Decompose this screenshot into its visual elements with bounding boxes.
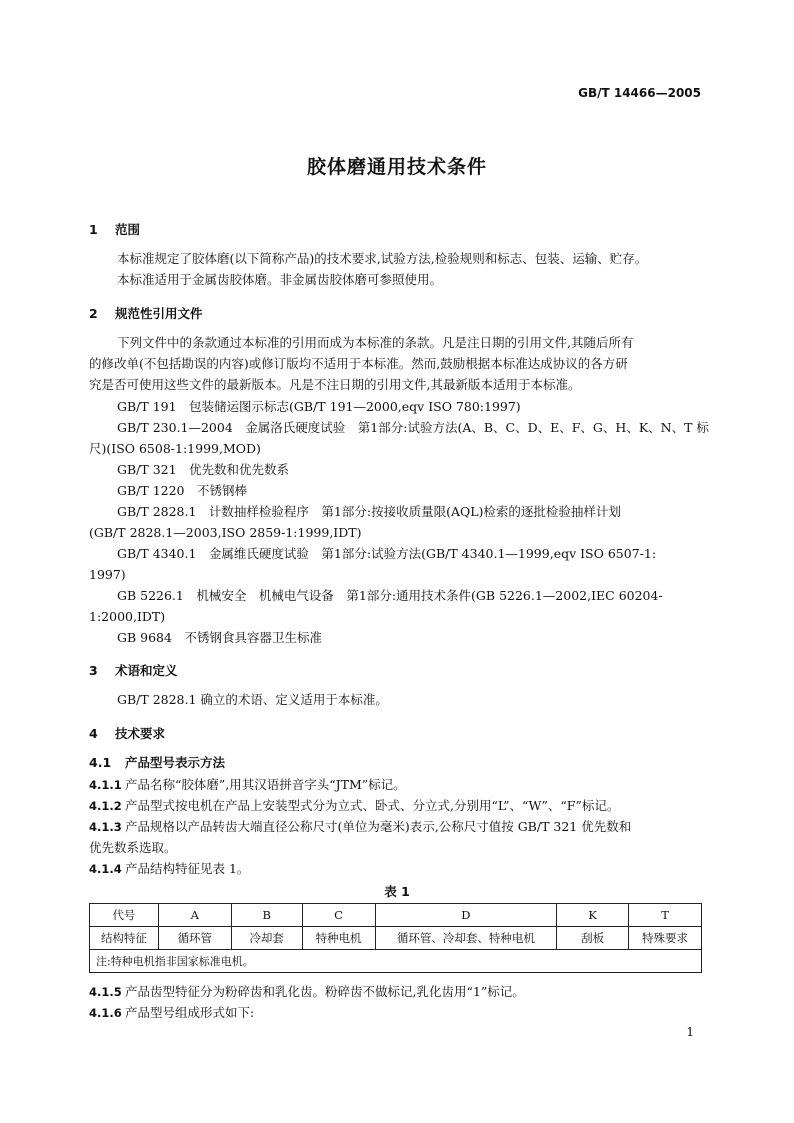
reference-item: GB 5226.1 机械安全 机械电气设备 第1部分:通用技术条件(GB 5226.1—2002,IEC 60204- — [117, 588, 663, 603]
clause-text: 产品齿型特征分为粉碎齿和乳化齿。粉碎齿不做标记,乳化齿用“1”标记。 — [125, 984, 525, 999]
clause-number: 4.1.5 — [89, 985, 122, 999]
clause-number: 4.1.4 — [89, 862, 122, 876]
section-number: 3 — [89, 663, 98, 678]
reference-item: GB/T 1220 不锈钢棒 — [117, 483, 248, 498]
table-header-row — [90, 904, 702, 927]
reference-item-cont: 尺)(ISO 6508-1:1999,MOD) — [89, 441, 261, 456]
reference-item: GB/T 191 包装储运图示标志(GB/T 191—2000,eqv ISO 780:1997) — [117, 399, 521, 414]
table-header-cell: C — [302, 904, 375, 927]
subsection-4-1-heading — [89, 753, 225, 771]
section-3-heading — [89, 661, 178, 679]
section-2-heading — [89, 304, 203, 322]
clause-4-1-2 — [89, 796, 619, 816]
section-title: 规范性引用文件 — [115, 306, 203, 321]
paragraph-line: 究是否可使用这些文件的最新版本。凡是不注日期的引用文件,其最新版本适用于本标准。 — [89, 377, 581, 392]
table-header-cell: T — [629, 904, 702, 927]
clause-text: 产品型式按电机在产品上安装型式分为立式、卧式、分立式,分别用“L”、“W”、“F”标记。 — [125, 798, 620, 813]
clause-text: 产品型号组成形式如下: — [125, 1005, 255, 1020]
clause-text: 产品规格以产品转齿大端直径公称尺寸(单位为毫米)表示,公称尺寸值按 GB/T 321 优先数和 — [125, 819, 632, 834]
section-title: 术语和定义 — [115, 663, 178, 678]
clause-4-1-1 — [89, 775, 406, 795]
standard-number: GB/T 14466—2005 — [578, 86, 701, 100]
section-title: 范围 — [115, 222, 141, 237]
reference-item-cont: 1:2000,IDT) — [89, 609, 166, 624]
table-note: 注:特种电机指非国家标准电机。 — [90, 950, 702, 973]
section-number: 1 — [89, 222, 98, 237]
subsection-title: 产品型号表示方法 — [125, 755, 226, 770]
table-header-cell: 代号 — [90, 904, 159, 927]
section-number: 4 — [89, 726, 98, 741]
table-caption: 表 1 — [384, 884, 410, 899]
reference-item: GB/T 4340.1 金属维氏硬度试验 第1部分:试验方法(GB/T 4340.1—1999,eqv ISO 6507-1: — [117, 546, 657, 561]
reference-item: GB 9684 不锈钢食具容器卫生标准 — [117, 630, 322, 645]
paragraph-line: 的修改单(不包括勘误的内容)或修订版均不适用于本标准。然而,鼓励根据本标准达成协议的各方研 — [89, 356, 628, 371]
clause-number: 4.1.6 — [89, 1006, 122, 1020]
clause-4-1-3 — [89, 817, 631, 837]
paragraph: 本标准规定了胶体磨(以下简称产品)的技术要求,试验方法,检验规则和标志、包装、运输、贮存。 — [117, 251, 648, 266]
subsection-number: 4.1 — [89, 755, 112, 770]
table-cell: 特种电机 — [302, 927, 375, 950]
paragraph: GB/T 2828.1 确立的术语、定义适用于本标准。 — [117, 692, 388, 707]
reference-item-cont: 1997) — [89, 567, 126, 582]
table-cell: 特殊要求 — [629, 927, 702, 950]
table-cell: 冷却套 — [231, 927, 302, 950]
page-number: 1 — [686, 1025, 694, 1039]
clause-4-1-5 — [89, 982, 525, 1002]
table-cell: 循环管、冷却套、特种电机 — [375, 927, 557, 950]
clause-number: 4.1.3 — [89, 820, 122, 834]
table-header-cell: B — [231, 904, 302, 927]
clause-4-1-6 — [89, 1003, 254, 1023]
reference-item: GB/T 230.1—2004 金属洛氏硬度试验 第1部分:试验方法(A、B、C、D、E、F、G、H、K、N、T 标 — [117, 420, 709, 435]
table-header-cell: D — [375, 904, 557, 927]
structure-feature-table — [89, 903, 702, 973]
clause-4-1-4 — [89, 859, 249, 879]
document-title: 胶体磨通用技术条件 — [306, 156, 487, 178]
table-header-cell: A — [158, 904, 231, 927]
section-title: 技术要求 — [115, 726, 166, 741]
section-1-heading — [89, 220, 140, 238]
paragraph: 本标准适用于金属齿胶体磨。非金属齿胶体磨可参照使用。 — [117, 272, 443, 287]
reference-item: GB/T 2828.1 计数抽样检验程序 第1部分:按接收质量限(AQL)检索的逐批检验抽样计划 — [117, 504, 621, 519]
table-cell: 循环管 — [158, 927, 231, 950]
table-note-row — [90, 950, 702, 973]
clause-number: 4.1.2 — [89, 799, 122, 813]
paragraph-line: 下列文件中的条款通过本标准的引用而成为本标准的条款。凡是注日期的引用文件,其随后所有 — [117, 335, 634, 350]
clause-text: 产品名称“胶体磨”,用其汉语拼音字头“JTM”标记。 — [125, 777, 406, 792]
table-cell: 结构特征 — [90, 927, 159, 950]
clause-text-cont: 优先数系选取。 — [89, 840, 177, 855]
table-row — [90, 927, 702, 950]
clause-text: 产品结构特征见表 1。 — [125, 861, 250, 876]
clause-number: 4.1.1 — [89, 778, 122, 792]
section-4-heading — [89, 724, 165, 742]
table-header-cell: K — [557, 904, 629, 927]
reference-item: GB/T 321 优先数和优先数系 — [117, 462, 290, 477]
table-cell: 刮板 — [557, 927, 629, 950]
section-number: 2 — [89, 306, 98, 321]
reference-item-cont: (GB/T 2828.1—2003,ISO 2859-1:1999,IDT) — [89, 525, 362, 540]
